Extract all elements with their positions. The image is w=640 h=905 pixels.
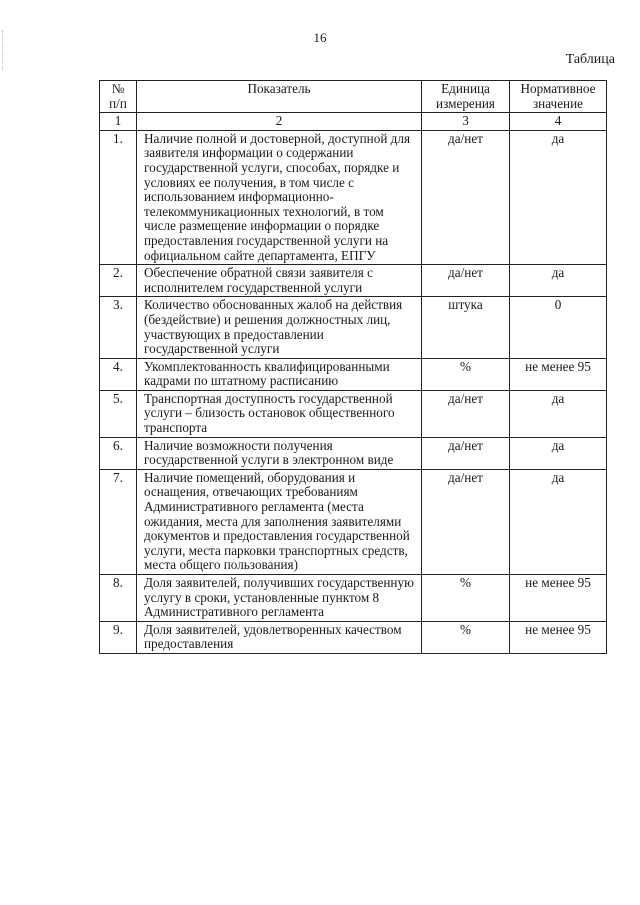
row-num: 1.	[100, 130, 137, 264]
column-number: 2	[137, 113, 422, 131]
row-num: 2.	[100, 265, 137, 297]
row-unit: да/нет	[422, 469, 510, 574]
row-unit: да/нет	[422, 437, 510, 469]
row-indicator: Обеспечение обратной связи заявителя с исполнителем государственной услуги	[137, 265, 422, 297]
table-row	[100, 621, 607, 653]
row-value: не менее 95	[510, 621, 607, 653]
table-row	[100, 575, 607, 622]
column-number: 3	[422, 113, 510, 131]
row-indicator: Наличие полной и достоверной, доступной для заявителя информации о содержании государственной услуги, способах, порядке и условиях ее получения, в том числе с использованием информационно-телекоммуникационных технологий, в том числе размещение информации о порядке предоставления государственной услуги на официальном сайте департамента, ЕПГУ	[137, 130, 422, 264]
row-num: 7.	[100, 469, 137, 574]
row-indicator: Количество обоснованных жалоб на действия (бездействие) и решения должностных лиц, участвующих в предоставлении государственной услуги	[137, 297, 422, 358]
row-value: да	[510, 437, 607, 469]
row-value: 0	[510, 297, 607, 358]
row-num: 6.	[100, 437, 137, 469]
header-normative: Нормативное значение	[510, 81, 607, 113]
row-value: да	[510, 130, 607, 264]
row-indicator: Доля заявителей, получивших государственную услугу в сроки, установленные пунктом 8 Административного регламента	[137, 575, 422, 622]
table-caption: Таблица	[565, 52, 615, 67]
row-value: не менее 95	[510, 575, 607, 622]
row-value: да	[510, 265, 607, 297]
row-unit: да/нет	[422, 265, 510, 297]
header-num: № п/п	[100, 81, 137, 113]
table-header-row	[100, 81, 607, 113]
table-row	[100, 265, 607, 297]
table-row	[100, 437, 607, 469]
row-indicator: Доля заявителей, удовлетворенных качеством предоставления	[137, 621, 422, 653]
header-indicator: Показатель	[137, 81, 422, 113]
row-indicator: Наличие помещений, оборудования и оснащения, отвечающих требованиям Административного регламента (места ожидания, места для заполнения заявителями документов и предоставления государственной услуги, места парковки транспортных средств, места общего пользования)	[137, 469, 422, 574]
row-indicator: Укомплектованность квалифицированными кадрами по штатному расписанию	[137, 358, 422, 390]
row-num: 8.	[100, 575, 137, 622]
row-indicator: Наличие возможности получения государственной услуги в электронном виде	[137, 437, 422, 469]
row-unit: %	[422, 621, 510, 653]
row-value: не менее 95	[510, 358, 607, 390]
column-number: 1	[100, 113, 137, 131]
row-value: да	[510, 390, 607, 437]
row-indicator: Транспортная доступность государственной услуги – близость остановок общественного транспорта	[137, 390, 422, 437]
table-row	[100, 130, 607, 264]
row-unit: %	[422, 575, 510, 622]
table-row	[100, 358, 607, 390]
row-unit: штука	[422, 297, 510, 358]
row-num: 4.	[100, 358, 137, 390]
column-number: 4	[510, 113, 607, 131]
row-unit: да/нет	[422, 130, 510, 264]
page-number: 16	[313, 30, 327, 45]
indicators-table	[99, 80, 607, 654]
row-num: 9.	[100, 621, 137, 653]
row-num: 3.	[100, 297, 137, 358]
table-row	[100, 390, 607, 437]
table-row	[100, 297, 607, 358]
row-value: да	[510, 469, 607, 574]
header-unit: Единица измерения	[422, 81, 510, 113]
row-num: 5.	[100, 390, 137, 437]
column-number-row	[100, 113, 607, 131]
table-row	[100, 469, 607, 574]
row-unit: да/нет	[422, 390, 510, 437]
row-unit: %	[422, 358, 510, 390]
